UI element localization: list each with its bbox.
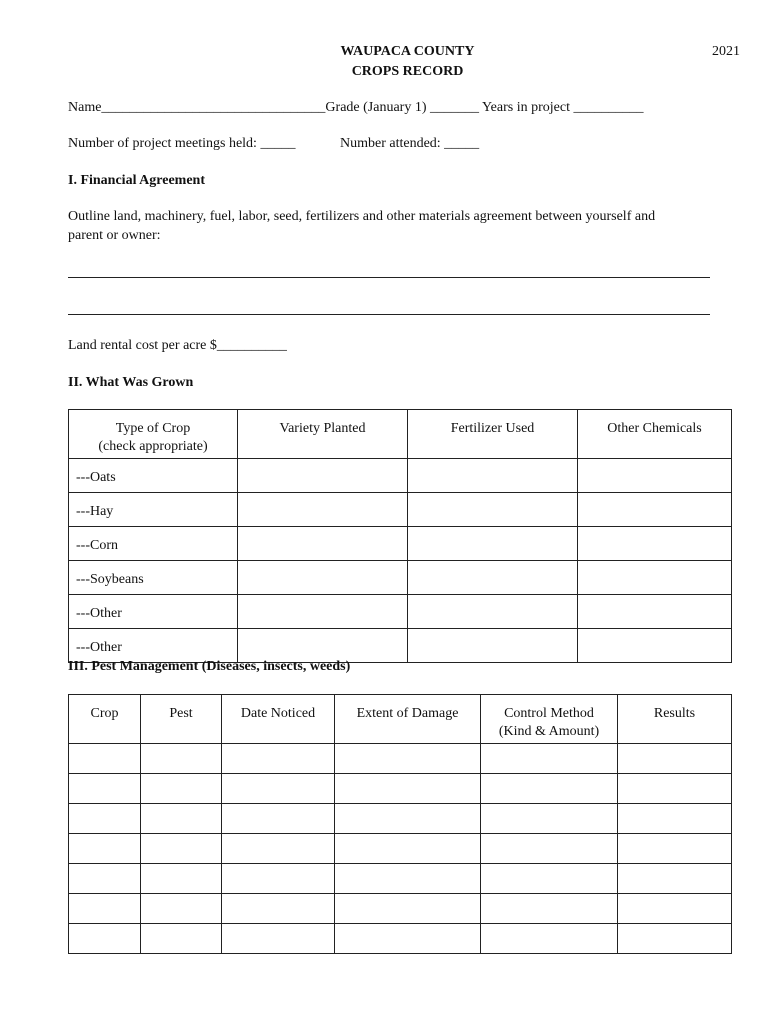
table-cell[interactable]	[408, 561, 578, 595]
col-crop: Crop	[69, 695, 141, 744]
col-other-chemicals: Other Chemicals	[578, 410, 732, 459]
crop-row-label[interactable]: ---Soybeans	[69, 561, 238, 595]
table-cell[interactable]	[69, 744, 141, 774]
table-cell[interactable]	[618, 744, 732, 774]
table-cell[interactable]	[222, 894, 335, 924]
table-cell[interactable]	[222, 804, 335, 834]
table-cell[interactable]	[335, 834, 481, 864]
crop-row-label[interactable]: ---Other	[69, 595, 238, 629]
table-cell[interactable]	[335, 924, 481, 954]
table-cell[interactable]	[618, 894, 732, 924]
table-cell[interactable]	[578, 527, 732, 561]
table-cell[interactable]	[481, 834, 618, 864]
table-cell[interactable]	[69, 834, 141, 864]
table-cell[interactable]	[408, 595, 578, 629]
table-cell[interactable]	[238, 527, 408, 561]
table-cell[interactable]	[578, 561, 732, 595]
record-title: CROPS RECORD	[351, 64, 464, 79]
col-control-method-label: Control Method	[504, 706, 594, 721]
table-cell[interactable]	[69, 924, 141, 954]
col-results: Results	[618, 695, 732, 744]
table-cell[interactable]	[618, 864, 732, 894]
table-cell[interactable]	[408, 527, 578, 561]
table-cell[interactable]	[238, 629, 408, 663]
table-cell[interactable]	[408, 629, 578, 663]
table-cell[interactable]	[578, 595, 732, 629]
table-cell[interactable]	[141, 744, 222, 774]
section-grown-heading: II. What Was Grown	[68, 375, 194, 390]
col-control-method	[481, 695, 618, 744]
table-cell[interactable]	[69, 894, 141, 924]
name-grade-years-line[interactable]: Name________________________________Grade (January 1) _______ Years in project __________	[68, 100, 644, 115]
table-cell[interactable]	[578, 629, 732, 663]
col-type-of-crop-note: (check appropriate)	[98, 439, 208, 454]
col-fertilizer-used: Fertilizer Used	[408, 410, 578, 459]
table-cell[interactable]	[222, 864, 335, 894]
table-cell[interactable]	[141, 924, 222, 954]
col-type-of-crop-label: Type of Crop	[115, 421, 191, 436]
table-cell[interactable]	[141, 804, 222, 834]
agreement-line-1[interactable]	[68, 277, 710, 278]
table-cell[interactable]	[222, 924, 335, 954]
table-cell[interactable]	[408, 459, 578, 493]
table-cell[interactable]	[238, 459, 408, 493]
table-cell[interactable]	[408, 493, 578, 527]
section-financial-heading: I. Financial Agreement	[68, 173, 206, 188]
table-cell[interactable]	[335, 774, 481, 804]
table-cell[interactable]	[141, 774, 222, 804]
table-cell[interactable]	[238, 561, 408, 595]
table-cell[interactable]	[618, 774, 732, 804]
table-cell[interactable]	[335, 804, 481, 834]
meetings-held-field[interactable]: Number of project meetings held: _____	[68, 136, 296, 151]
table-cell[interactable]	[481, 744, 618, 774]
table-cell[interactable]	[481, 924, 618, 954]
crop-row-label[interactable]: ---Corn	[69, 527, 238, 561]
table-cell[interactable]	[618, 834, 732, 864]
table-cell[interactable]	[238, 595, 408, 629]
table-cell[interactable]	[481, 774, 618, 804]
section-pest-heading: III. Pest Management (Diseases, insects, weeds)	[68, 659, 351, 674]
col-variety-planted: Variety Planted	[238, 410, 408, 459]
agreement-line-2[interactable]	[68, 314, 710, 315]
year-label: 2021	[712, 44, 740, 59]
table-cell[interactable]	[141, 894, 222, 924]
table-cell[interactable]	[141, 834, 222, 864]
table-cell[interactable]	[618, 804, 732, 834]
col-pest: Pest	[141, 695, 222, 744]
crops-grown-table	[68, 409, 732, 663]
table-cell[interactable]	[481, 864, 618, 894]
pest-management-table	[68, 694, 732, 954]
table-cell[interactable]	[481, 894, 618, 924]
table-cell[interactable]	[618, 924, 732, 954]
table-cell[interactable]	[335, 864, 481, 894]
table-cell[interactable]	[335, 744, 481, 774]
table-cell[interactable]	[222, 774, 335, 804]
table-cell[interactable]	[69, 864, 141, 894]
table-cell[interactable]	[69, 774, 141, 804]
table-cell[interactable]	[222, 834, 335, 864]
crop-row-label[interactable]: ---Hay	[69, 493, 238, 527]
county-title: WAUPACA COUNTY	[340, 44, 475, 59]
table-cell[interactable]	[141, 864, 222, 894]
table-cell[interactable]	[222, 744, 335, 774]
table-cell[interactable]	[238, 493, 408, 527]
table-cell[interactable]	[578, 459, 732, 493]
table-cell[interactable]	[481, 804, 618, 834]
col-control-method-note: (Kind & Amount)	[498, 724, 600, 739]
col-type-of-crop	[69, 410, 238, 459]
financial-instructions: Outline land, machinery, fuel, labor, seed, fertilizers and other materials agreement between yourself and	[68, 209, 656, 224]
col-date-noticed: Date Noticed	[222, 695, 335, 744]
col-extent-of-damage: Extent of Damage	[335, 695, 481, 744]
table-cell[interactable]	[69, 804, 141, 834]
crop-row-label[interactable]: ---Other	[69, 629, 238, 663]
table-cell[interactable]	[578, 493, 732, 527]
land-rental-field[interactable]: Land rental cost per acre $__________	[68, 338, 287, 353]
table-cell[interactable]	[335, 894, 481, 924]
number-attended-field[interactable]: Number attended: _____	[340, 136, 480, 151]
crop-row-label[interactable]: ---Oats	[69, 459, 238, 493]
financial-instructions-line2: parent or owner:	[68, 228, 161, 243]
